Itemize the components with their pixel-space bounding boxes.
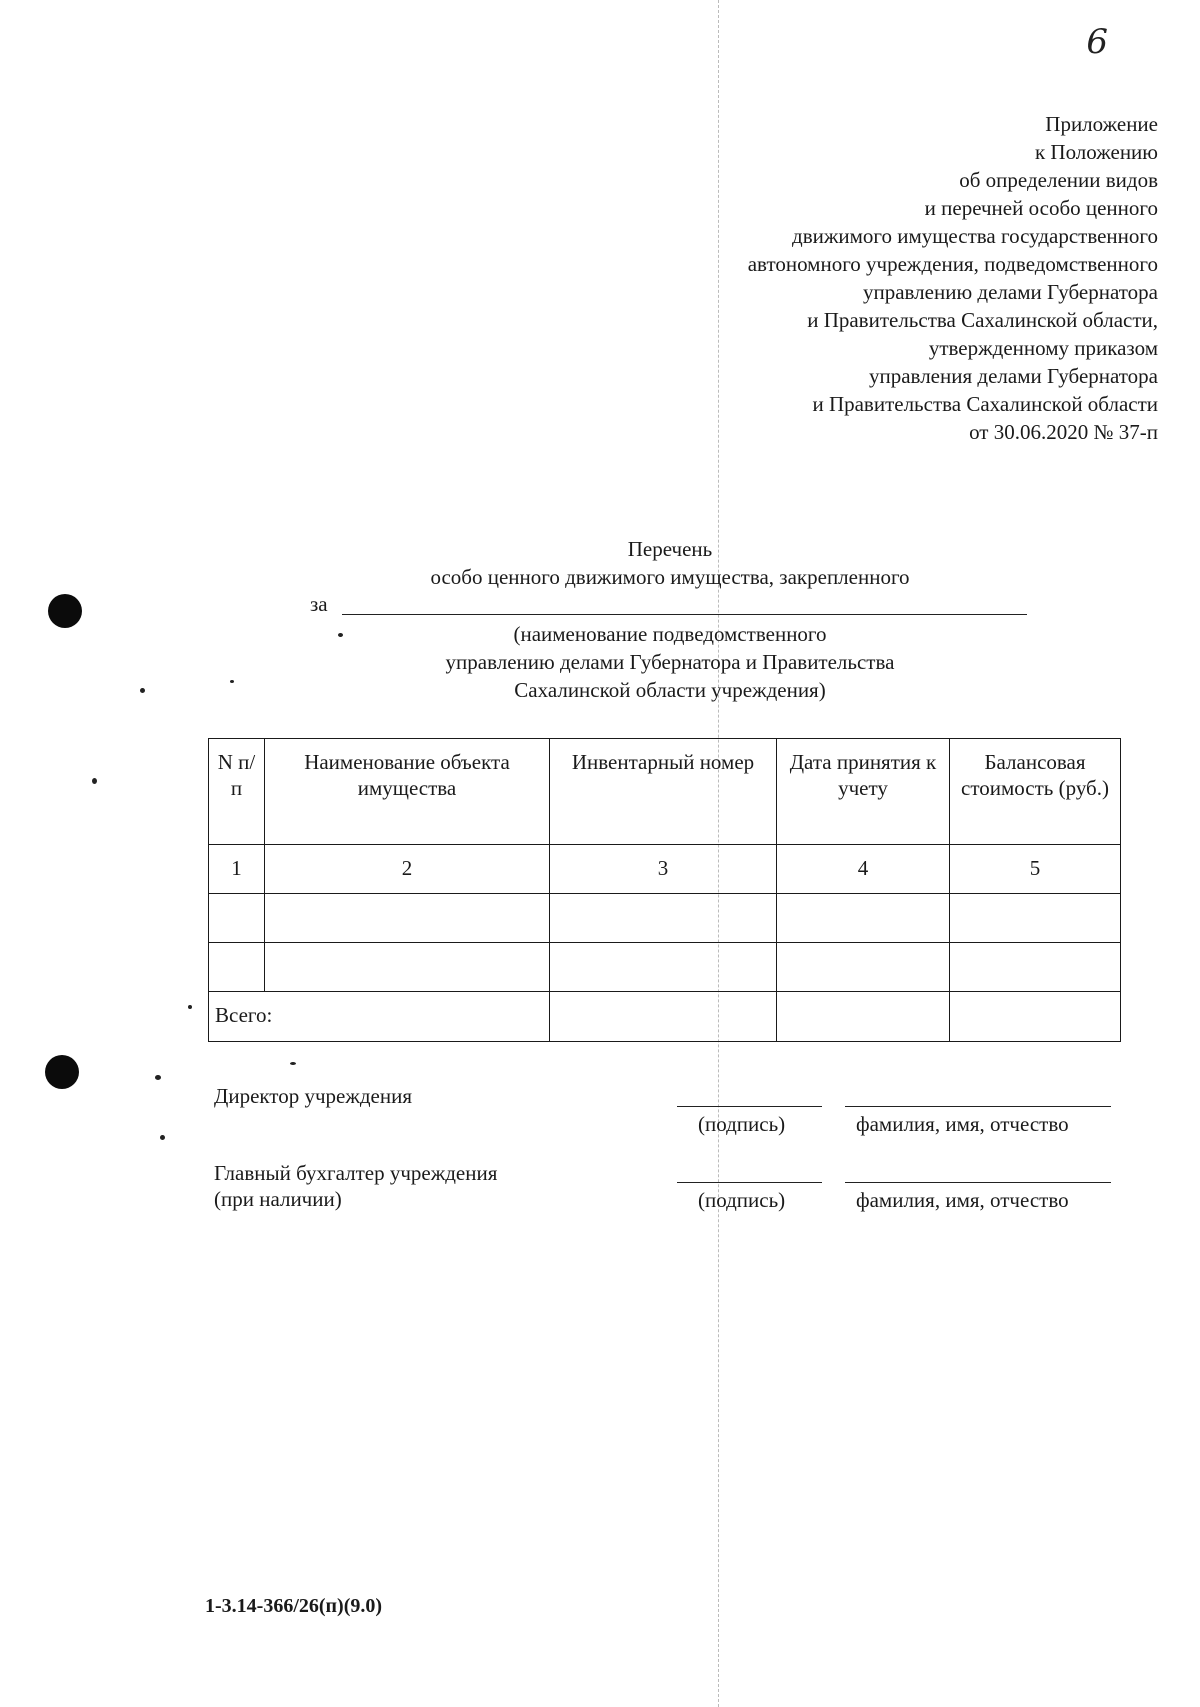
appendix-line: об определении видов [959,168,1158,192]
total-row [209,992,1121,1042]
accountant-signature-line [677,1182,822,1183]
appendix-line: к Положению [1034,140,1158,164]
header-cell-name: Наименование объекта имущества [265,739,550,845]
column-number: 1 [209,845,265,894]
caption-line: Сахалинской области учреждения) [514,678,826,702]
table-cell [777,894,950,943]
punch-hole-bottom [45,1055,79,1089]
appendix-line: управления делами Губернатора [869,364,1158,388]
header-cell-number: N п/п [209,739,265,845]
accountant-name-caption: фамилия, имя, отчество [856,1188,1069,1212]
column-number-row [209,845,1121,894]
table-cell [550,992,777,1042]
table-cell [265,894,550,943]
table-cell [209,894,265,943]
table-cell [777,992,950,1042]
header-cell-value: Балансовая стоимость (руб.) [950,739,1121,845]
accountant-label-line: (при наличии) [214,1187,342,1211]
document-code: 1-3.14-366/26(п)(9.0) [205,1595,383,1617]
appendix-block [598,110,1158,446]
table-cell [550,943,777,992]
institution-name-line [342,614,1027,615]
table-cell [265,943,550,992]
appendix-line: и Правительства Сахалинской области, [807,308,1158,332]
column-number: 4 [777,845,950,894]
table-cell [550,894,777,943]
director-name-line [845,1106,1111,1107]
appendix-line: и перечней особо ценного [924,196,1158,220]
table-cell [950,894,1121,943]
accountant-name-line [845,1182,1111,1183]
page-number: 6 [1086,22,1108,62]
accountant-label-line: Главный бухгалтер учреждения [214,1161,498,1185]
appendix-line: движимого имущества государственного [792,224,1158,248]
appendix-line: и Правительства Сахалинской области [812,392,1158,416]
appendix-line: от 30.06.2020 № 37-п [969,420,1158,444]
caption-line: управлению делами Губернатора и Правительства [445,650,895,674]
scan-speck [290,1062,296,1065]
appendix-line: утвержденному приказом [928,336,1158,360]
appendix-line: автономного учреждения, подведомственного [747,252,1158,276]
appendix-line: управлению делами Губернатора [862,280,1158,304]
director-signature-line [677,1106,822,1107]
property-table [208,738,1121,1042]
appendix-line: Приложение [1045,112,1158,136]
accountant-label [214,1160,497,1212]
scan-speck [160,1135,165,1140]
heading-title: Перечень [627,537,713,561]
column-number: 2 [265,845,550,894]
scan-speck [188,1005,192,1009]
director-signature-caption: (подпись) [698,1112,786,1136]
table-cell [950,992,1121,1042]
za-label: за [310,592,328,616]
director-label: Директор учреждения [214,1084,412,1108]
document-heading [0,535,1200,591]
table-cell [777,943,950,992]
accountant-signature-caption: (подпись) [698,1188,786,1212]
scan-speck [155,1075,161,1080]
caption-line: (наименование подведомственного [513,622,827,646]
header-cell-date: Дата принятия к учету [777,739,950,845]
heading-subtitle: особо ценного движимого имущества, закрепленного [430,565,910,589]
director-name-caption: фамилия, имя, отчество [856,1112,1069,1136]
column-number: 3 [550,845,777,894]
institution-name-caption [0,620,1200,704]
table-row [209,943,1121,992]
scan-speck [92,778,97,784]
table-row [209,894,1121,943]
header-cell-inventory: Инвентарный номер [550,739,777,845]
table-cell [209,943,265,992]
table-header-row [209,739,1121,845]
table-cell [950,943,1121,992]
column-number: 5 [950,845,1121,894]
total-label: Всего: [209,992,550,1042]
